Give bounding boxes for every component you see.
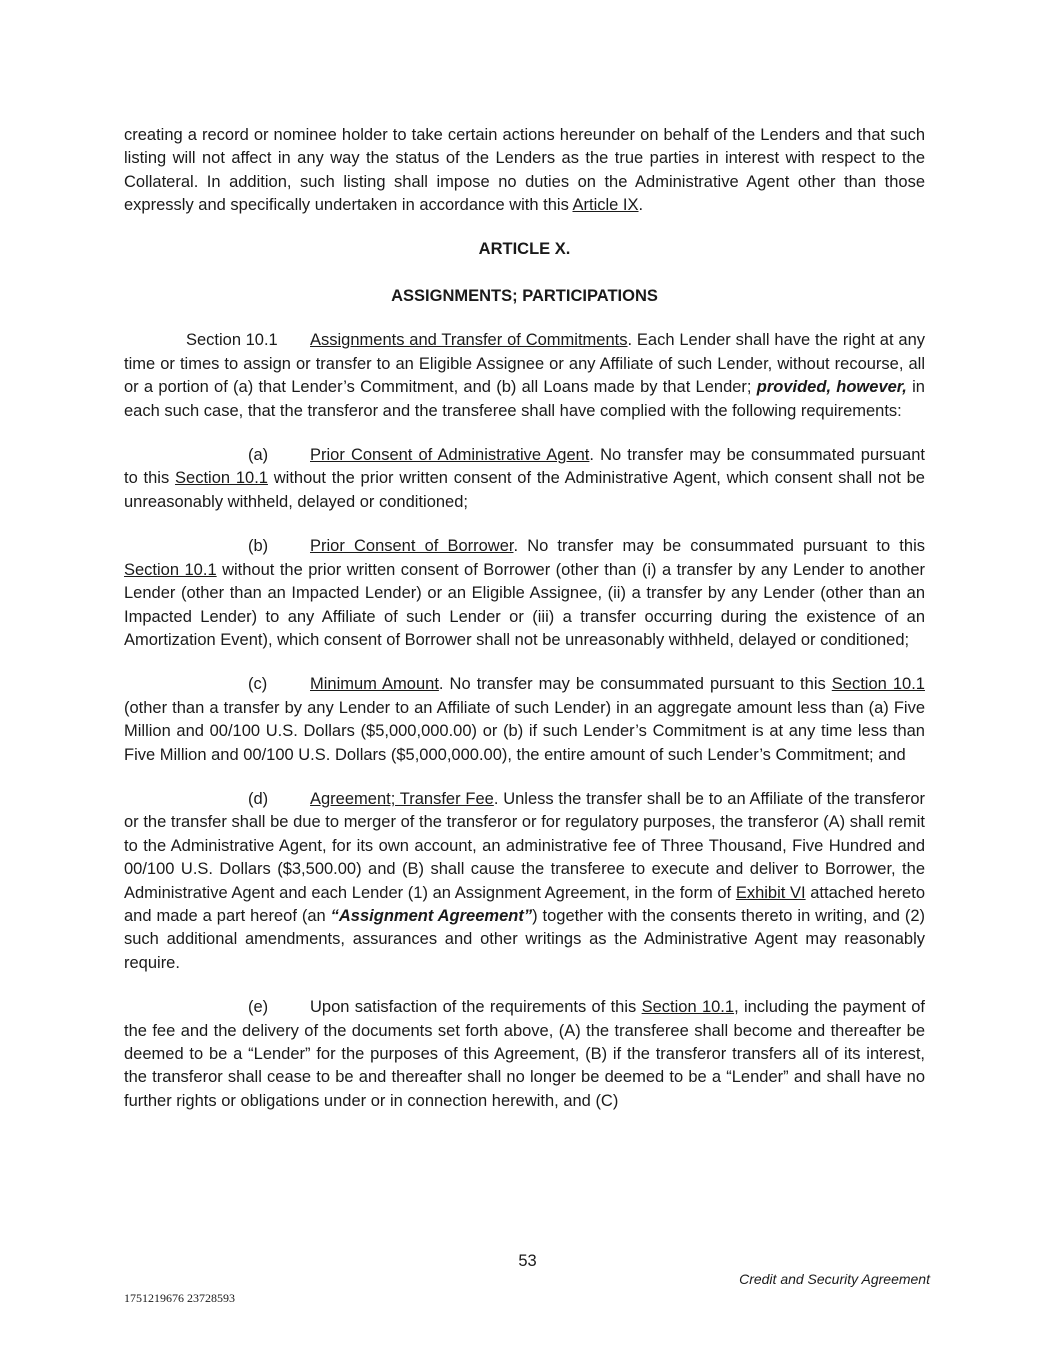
paragraph-a-text-1: . No transfer may be consummated pursuant to this — [124, 446, 925, 488]
paragraph-d — [124, 788, 925, 975]
paragraph-a-label: (a) — [248, 446, 269, 465]
paragraph-b — [124, 535, 925, 652]
section-reference: Section 10.1 — [124, 560, 217, 579]
paragraph-b-text-2: without the prior written consent of Borrower (other than (i) a transfer by any Lender to another Lender (other than an Impacted Lender) or an Eligible Assignee, (ii) a transfer by any Lender (other than an Impacted Lender) to any Affiliate of such Lender or (iii) a transfer occurring during the existence of an Amortization Event), which consent of Borrower shall not be unreasonably withheld, delayed or conditioned; — [124, 560, 926, 649]
section-10-1-paragraph — [124, 329, 925, 423]
article-subtitle: ASSIGNMENTS; PARTICIPATIONS — [391, 287, 658, 306]
section-reference: Section 10.1 — [831, 675, 925, 694]
section-reference: Section 10.1 — [175, 469, 268, 488]
paragraph-a — [124, 444, 925, 514]
article-ix-reference: Article IX — [572, 196, 639, 215]
paragraph-e-text-2: , including the payment of the fee and the delivery of the documents set forth above, (A) the transferee shall become and thereafter be deemed to be a “Lender” for the purposes of this Agreement, (B) if the transferor transfers all of its interest, the transferor shall cease to be and thereafter shall no longer be deemed to be a “Lender” and shall have no further rights or obligations under or in connection herewith, and (C) — [124, 998, 925, 1110]
document-body — [124, 124, 925, 1113]
defined-term: “Assignment Agreement” — [330, 906, 533, 925]
intro-paragraph — [124, 124, 925, 218]
paragraph-d-text-3: ) together with the consents thereto in writing, and (2) such additional amendments, assurances and other writings as the Administrative Agent may reasonably require. — [124, 906, 926, 972]
paragraph-e-text-1: Upon satisfaction of the requirements of this — [310, 998, 642, 1017]
paragraph-a-heading: Prior Consent of Administrative Agent — [310, 446, 590, 465]
article-title: ARTICLE X. — [478, 239, 571, 258]
section-number: Section 10.1 — [186, 331, 278, 350]
paragraph-b-text-1: . No transfer may be consummated pursuant to this — [513, 537, 925, 556]
section-reference: Section 10.1 — [641, 998, 735, 1017]
paragraph-c-heading: Minimum Amount — [310, 675, 439, 694]
intro-text: creating a record or nominee holder to take certain actions hereunder on behalf of the Lenders and that such listing will not affect in any way the status of the Lenders as the true parties in interest with respect to the Collateral. In addition, such listing shall impose no duties on the Administrative Agent other than those expressly and specifically undertaken in accordance with this — [124, 126, 925, 215]
paragraph-e — [124, 996, 925, 1113]
paragraph-b-label: (b) — [248, 537, 269, 556]
paragraph-b-heading: Prior Consent of Borrower — [310, 537, 514, 556]
paragraph-e-label: (e) — [248, 998, 269, 1017]
document-id: 1751219676 23728593 — [124, 1291, 235, 1305]
paragraph-d-heading: Agreement; Transfer Fee — [310, 789, 494, 808]
section-text-2: in each such case, that the transferor and the transferee shall have complied with the following requirements: — [124, 378, 925, 420]
paragraph-c-text-1: . No transfer may be consummated pursuant to this — [438, 675, 832, 694]
paragraph-d-text-2: attached hereto and made a part hereof (an — [124, 883, 925, 925]
footer-document-title: Credit and Security Agreement — [739, 1271, 930, 1287]
proviso-text: provided, however, — [756, 378, 907, 397]
section-heading: Assignments and Transfer of Commitments — [310, 331, 628, 350]
paragraph-c-text-2: (other than a transfer by any Lender to an Affiliate of such Lender) in an aggregate amount less than (a) Five Million and 00/100 U.S. Dollars ($5,000,000.00) or (b) if such Lender’s Commitment is at any time less than Five Million and 00/100 U.S. Dollars ($5,000,000.00), the entire amount of such Lender’s Commitment; and — [124, 698, 925, 764]
intro-end: . — [638, 196, 644, 215]
page-number: 53 — [518, 1252, 537, 1270]
paragraph-d-text-1: . Unless the transfer shall be to an Affiliate of the transferor or the transfer shall be due to merger of the transferor or for regulatory purposes, the transferor (A) shall remit to the Administrative Agent, for its own account, an administrative fee of Three Thousand, Five Hundred and 00/100 U.S. Dollars ($3,500.00) and (B) shall cause the transferee to execute and deliver to Borrower, the Administrative Agent and each Lender (1) an Assignment Agreement, in the form of — [124, 789, 925, 902]
paragraph-a-text-2: without the prior written consent of the Administrative Agent, which consent shall not be unreasonably withheld, delayed or conditioned; — [124, 469, 925, 511]
paragraph-d-label: (d) — [248, 789, 269, 808]
paragraph-c — [124, 673, 925, 767]
paragraph-c-label: (c) — [248, 675, 268, 694]
exhibit-reference: Exhibit VI — [735, 883, 806, 902]
section-text-1: . Each Lender shall have the right at any time or times to assign or transfer to an Eligible Assignee or any Affiliate of such Lender, without recourse, all or a portion of (a) that Lender’s Commitment, and (b) all Loans made by that Lender; — [124, 331, 926, 397]
